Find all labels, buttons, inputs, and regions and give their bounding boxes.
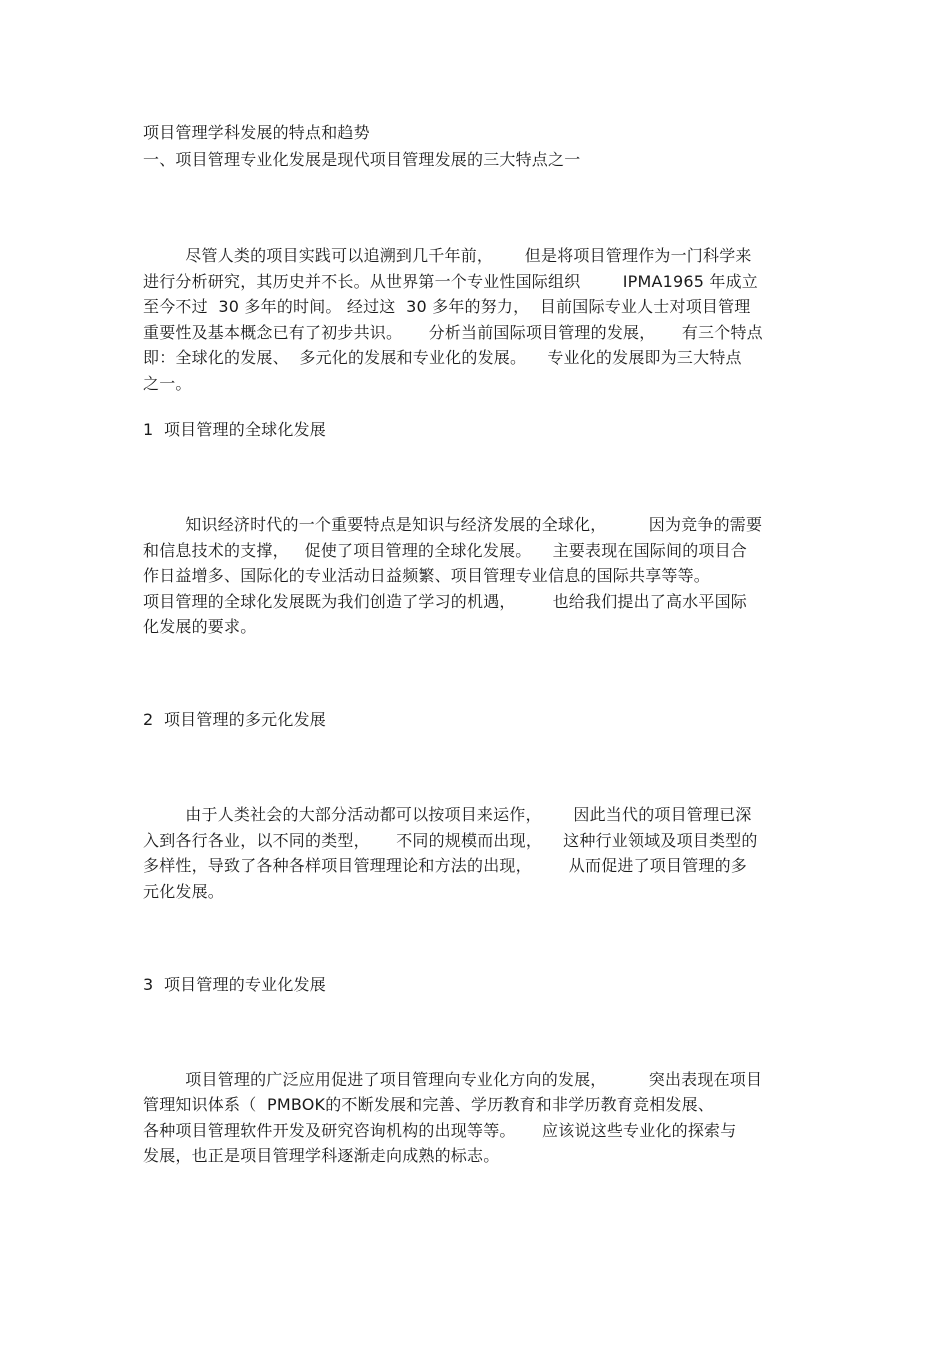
paragraph-line: 项目管理的广泛应用促进了项目管理向专业化方向的发展， 突出表现在项目 bbox=[143, 1070, 763, 1089]
paragraph-line: 作日益增多、国际化的专业活动日益频繁、项目管理专业信息的国际共享等等。 bbox=[143, 566, 711, 585]
paragraph-line: 和信息技术的支撑， 促使了项目管理的全球化发展。 主要表现在国际间的项目合 bbox=[143, 541, 748, 560]
paragraph-line: 项目管理的全球化发展既为我们创造了学习的机遇， 也给我们提出了高水平国际 bbox=[143, 592, 748, 611]
paragraph-line: 化发展的要求。 bbox=[143, 617, 257, 636]
paragraph-line: 进行分析研究，其历史并不长。从世界第一个专业性国际组织 IPMA1965 年成立 bbox=[143, 272, 759, 291]
paragraph-line: 重要性及基本概念已有了初步共识。 分析当前国际项目管理的发展， 有三个特点 bbox=[143, 323, 763, 342]
document-subtitle: 一、项目管理专业化发展是现代项目管理发展的三大特点之一 bbox=[143, 150, 581, 169]
paragraph-line: 多样性，导致了各种各样项目管理理论和方法的出现， 从而促进了项目管理的多 bbox=[143, 856, 748, 875]
paragraph-line: 尽管人类的项目实践可以追溯到几千年前， 但是将项目管理作为一门科学来 bbox=[143, 246, 752, 265]
paragraph-line: 即：全球化的发展、 多元化的发展和专业化的发展。 专业化的发展即为三大特点 bbox=[143, 348, 742, 367]
paragraph-line: 至今不过 30 多年的时间。 经过这 30 多年的努力， 目前国际专业人士对项目管理 bbox=[143, 297, 751, 316]
paragraph-line: 知识经济时代的一个重要特点是知识与经济发展的全球化， 因为竞争的需要 bbox=[143, 515, 763, 534]
paragraph-line: 入到各行各业，以不同的类型， 不同的规模而出现， 这种行业领域及项目类型的 bbox=[143, 831, 758, 850]
paragraph-line: 各种项目管理软件开发及研究咨询机构的出现等等。 应该说这些专业化的探索与 bbox=[143, 1121, 737, 1140]
paragraph-line: 之一。 bbox=[143, 374, 192, 393]
paragraph-line: 发展，也正是项目管理学科逐渐走向成熟的标志。 bbox=[143, 1146, 500, 1165]
document-title: 项目管理学科发展的特点和趋势 bbox=[143, 123, 370, 142]
section-heading-specialization: 3 项目管理的专业化发展 bbox=[143, 975, 326, 994]
section-heading-diversification: 2 项目管理的多元化发展 bbox=[143, 710, 326, 729]
paragraph-line: 管理知识体系（ PMBOK的不断发展和完善、学历教育和非学历教育竞相发展、 bbox=[143, 1095, 715, 1114]
paragraph-line: 由于人类社会的大部分活动都可以按项目来运作， 因此当代的项目管理已深 bbox=[143, 805, 752, 824]
paragraph-line: 元化发展。 bbox=[143, 882, 225, 901]
section-heading-globalization: 1 项目管理的全球化发展 bbox=[143, 420, 326, 439]
